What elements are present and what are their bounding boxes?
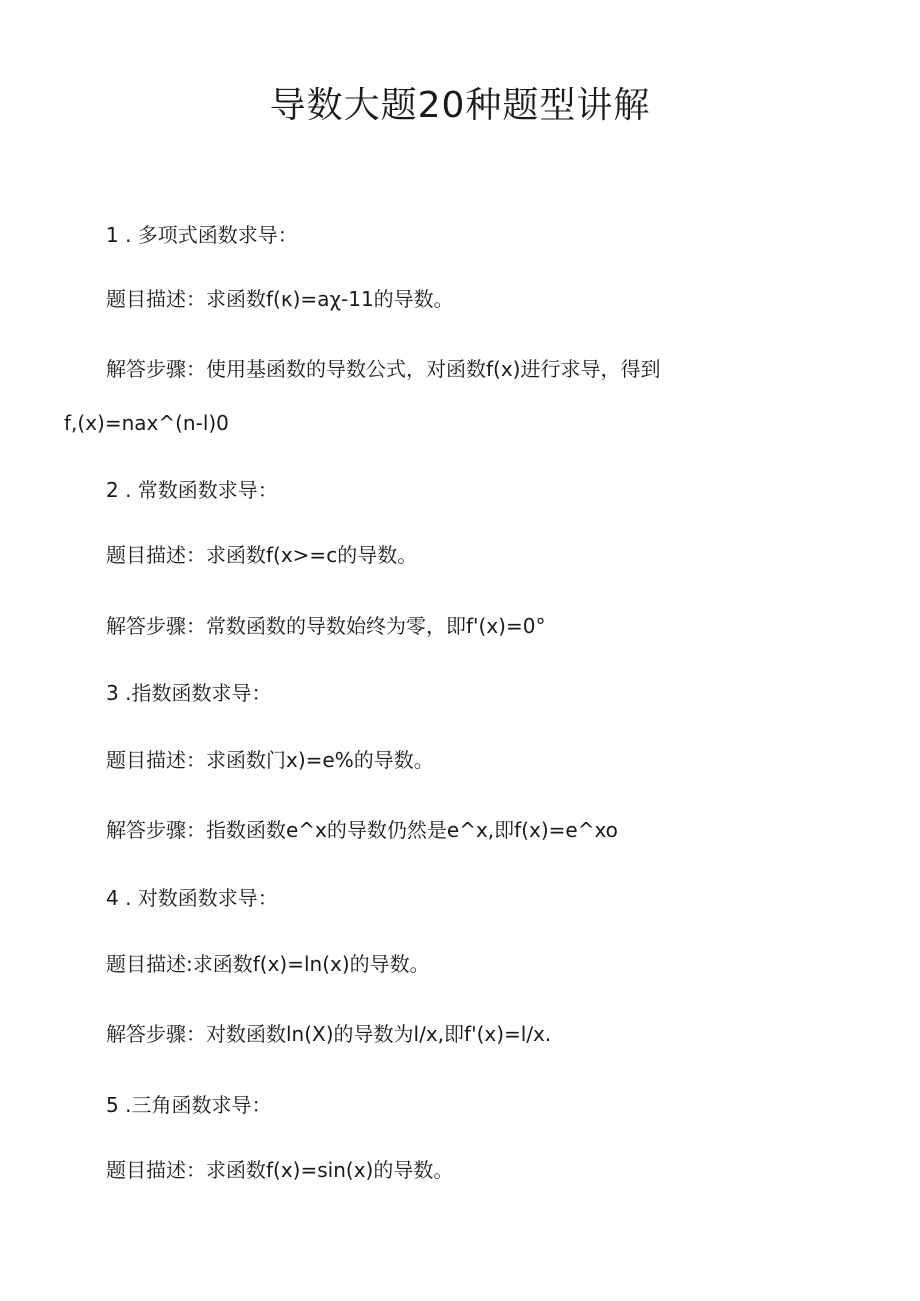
problem-description: 题目描述：求函数f(κ)=aχ-11的导数。	[106, 287, 454, 311]
problem-description: 题目描述:求函数f(x)=ln(x)的导数。	[106, 952, 430, 976]
solution-steps: 解答步骤：使用基函数的导数公式，对函数f(x)进行求导，得到	[106, 357, 661, 381]
solution-steps: 解答步骤：指数函数e^x的导数仍然是e^x,即f(x)=e^xo	[106, 818, 618, 842]
solution-steps: 解答步骤：常数函数的导数始终为零，即f'(x)=0°	[106, 614, 546, 638]
section-heading-constant: 2 . 常数函数求导：	[106, 478, 278, 502]
problem-description: 题目描述：求函数门x)=e%的导数。	[106, 748, 434, 772]
section-heading-polynomial: 1 . 多项式函数求导：	[106, 223, 298, 247]
problem-description: 题目描述：求函数f(x>=c的导数。	[106, 543, 418, 567]
problem-description: 题目描述：求函数f(x)=sin(x)的导数。	[106, 1158, 454, 1182]
solution-steps: 解答步骤：对数函数ln(X)的导数为l∕x,即f'(x)=l∕x.	[106, 1022, 552, 1046]
solution-formula: f,(x)=nax^(n-l)0	[64, 411, 229, 435]
section-heading-exponential: 3 .指数函数求导：	[106, 681, 272, 705]
section-heading-trigonometric: 5 .三角函数求导：	[106, 1093, 272, 1117]
section-heading-logarithmic: 4 . 对数函数求导：	[106, 886, 278, 910]
document-title: 导数大题20种题型讲解	[269, 85, 651, 126]
